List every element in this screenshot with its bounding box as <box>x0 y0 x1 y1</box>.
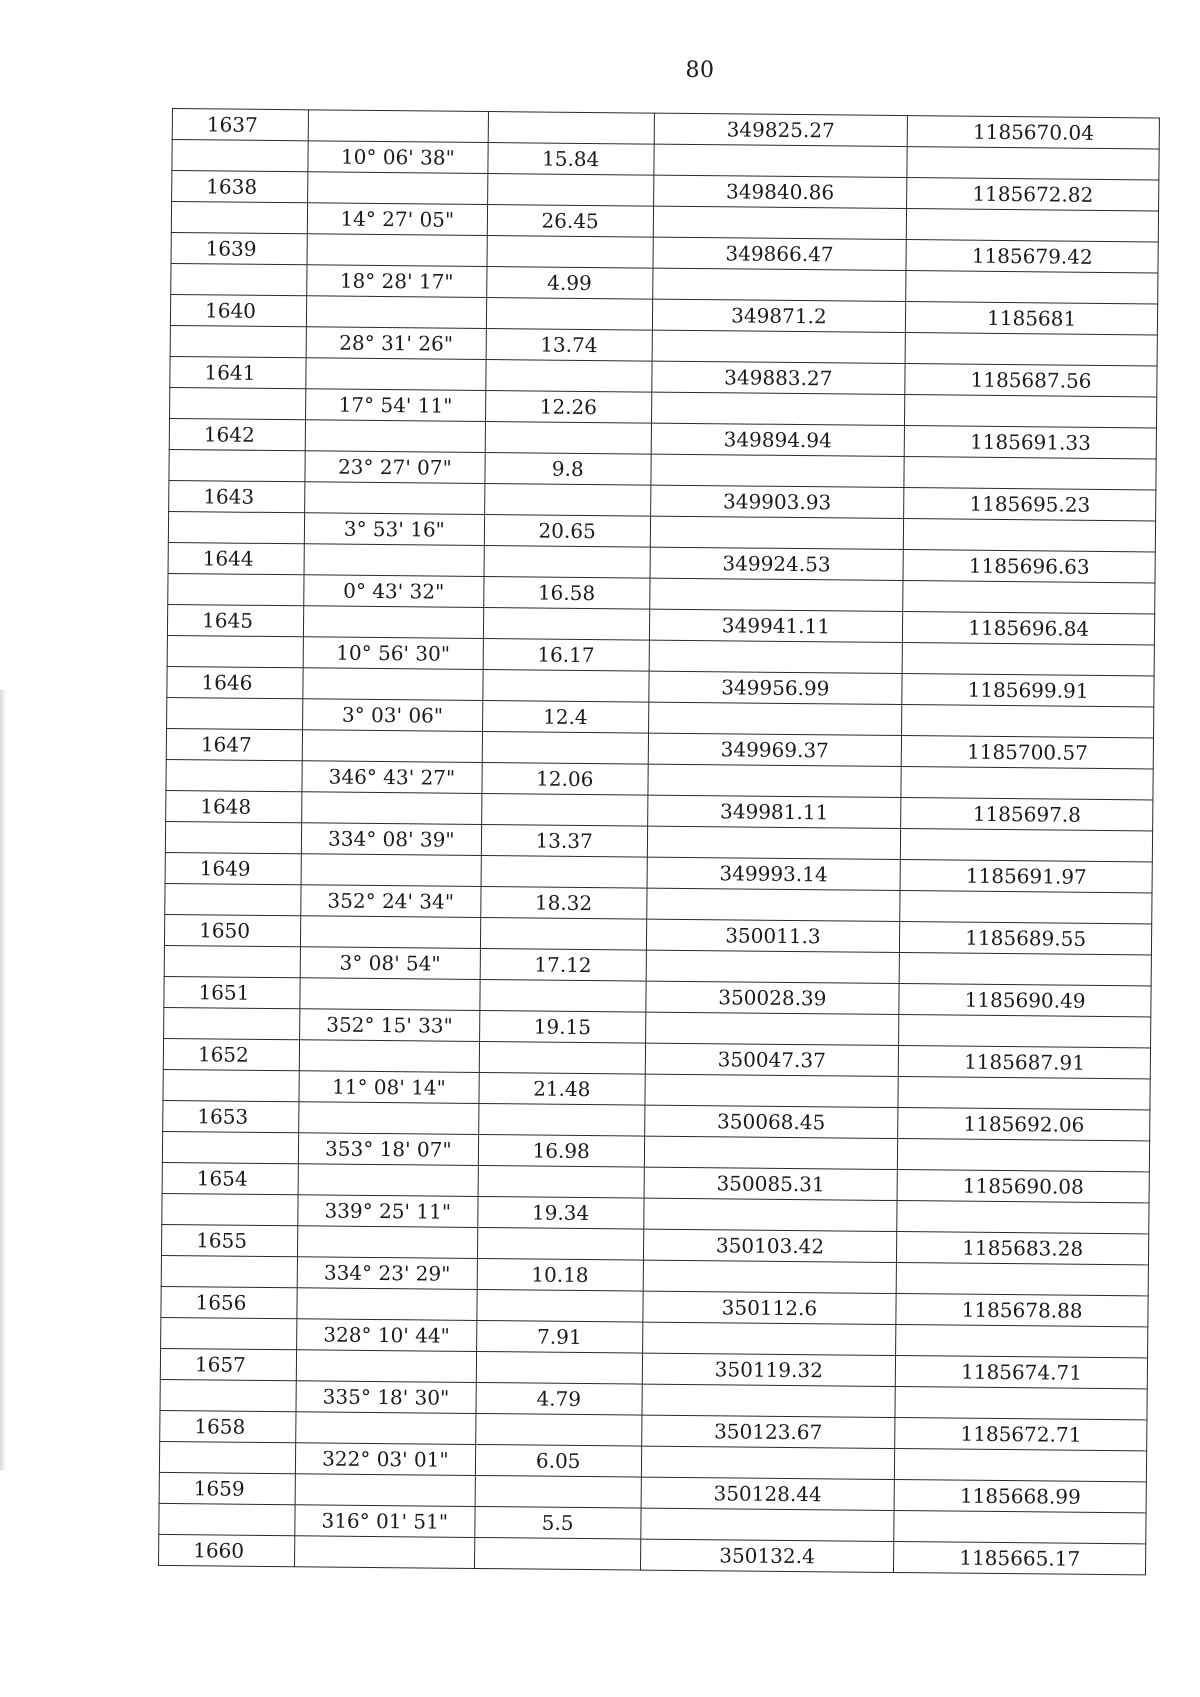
empty-bearing-cell <box>297 1226 477 1259</box>
point-id-cell: 1658 <box>160 1410 296 1442</box>
coordinate-y-cell: 1185672.82 <box>907 178 1159 211</box>
empty-bearing-cell <box>296 1350 476 1383</box>
empty-x-cell <box>643 1198 897 1231</box>
empty-distance-cell <box>481 794 647 827</box>
coordinate-y-cell: 1185692.06 <box>898 1108 1150 1141</box>
distance-cell: 7.91 <box>476 1320 642 1353</box>
coordinate-x-cell: 350123.67 <box>641 1415 895 1448</box>
coordinate-x-cell: 349894.94 <box>651 423 905 456</box>
empty-y-cell <box>898 1077 1150 1110</box>
empty-x-cell <box>652 330 906 363</box>
empty-y-cell <box>907 147 1159 180</box>
empty-x-cell <box>648 702 902 735</box>
coordinate-x-cell: 350103.42 <box>643 1229 897 1262</box>
coordinate-x-cell: 349956.99 <box>648 671 902 704</box>
coordinate-x-cell: 349941.11 <box>649 609 903 642</box>
empty-distance-cell <box>474 1537 640 1570</box>
coordinate-y-cell: 1185668.99 <box>894 1479 1146 1512</box>
empty-y-cell <box>902 705 1154 738</box>
empty-distance-cell <box>481 856 647 889</box>
empty-point-cell <box>170 387 306 419</box>
distance-cell: 12.06 <box>482 763 648 796</box>
coordinate-y-cell: 1185672.71 <box>895 1418 1147 1451</box>
point-id-cell: 1642 <box>169 418 305 450</box>
empty-x-cell <box>640 1508 894 1541</box>
empty-bearing-cell <box>296 1412 476 1445</box>
survey-coordinates-table <box>158 108 1160 1575</box>
bearing-cell: 3° 03' 06" <box>302 699 482 732</box>
coordinate-x-cell: 349825.27 <box>654 113 908 146</box>
coordinate-y-cell: 1185690.49 <box>899 984 1151 1017</box>
empty-point-cell <box>165 883 301 915</box>
empty-bearing-cell <box>307 234 487 267</box>
empty-y-cell <box>899 953 1151 986</box>
empty-bearing-cell <box>294 1536 474 1569</box>
empty-bearing-cell <box>306 358 486 391</box>
point-id-cell: 1649 <box>165 852 301 884</box>
empty-x-cell <box>653 144 907 177</box>
coordinate-x-cell: 350085.31 <box>644 1167 898 1200</box>
distance-cell: 13.74 <box>486 329 652 362</box>
coordinate-x-cell: 349924.53 <box>650 547 904 580</box>
bearing-cell: 353° 18' 07" <box>298 1133 478 1166</box>
point-id-cell: 1652 <box>163 1038 299 1070</box>
empty-distance-cell <box>475 1475 641 1508</box>
point-id-cell: 1639 <box>171 232 307 264</box>
empty-x-cell <box>649 640 903 673</box>
point-id-cell: 1640 <box>170 294 306 326</box>
empty-x-cell <box>642 1384 896 1417</box>
empty-y-cell <box>895 1449 1147 1482</box>
bearing-cell: 352° 24' 34" <box>301 885 481 918</box>
empty-bearing-cell <box>301 854 481 887</box>
coordinate-y-cell: 1185687.56 <box>905 364 1157 397</box>
coordinate-x-cell: 350028.39 <box>645 981 899 1014</box>
empty-distance-cell <box>487 174 653 207</box>
empty-distance-cell <box>486 298 652 331</box>
coordinate-y-cell: 1185678.88 <box>896 1294 1148 1327</box>
coordinate-y-cell: 1185699.91 <box>902 674 1154 707</box>
distance-cell: 18.32 <box>481 887 647 920</box>
distance-cell: 4.99 <box>486 267 652 300</box>
empty-x-cell <box>653 206 907 239</box>
empty-point-cell <box>169 449 305 481</box>
coordinate-y-cell: 1185674.71 <box>895 1356 1147 1389</box>
coordinate-y-cell: 1185696.63 <box>903 550 1155 583</box>
empty-point-cell <box>167 635 303 667</box>
distance-cell: 16.98 <box>478 1134 644 1167</box>
empty-point-cell <box>167 697 303 729</box>
point-id-cell: 1638 <box>172 171 308 203</box>
coordinate-y-cell: 1185691.33 <box>904 426 1156 459</box>
empty-distance-cell <box>478 1103 644 1136</box>
empty-x-cell <box>641 1446 895 1479</box>
empty-point-cell <box>164 1007 300 1039</box>
point-id-cell: 1644 <box>168 542 304 574</box>
distance-cell: 6.05 <box>475 1444 641 1477</box>
coordinate-x-cell: 349866.47 <box>653 237 907 270</box>
bearing-cell: 339° 25' 11" <box>298 1195 478 1228</box>
distance-cell: 15.84 <box>488 143 654 176</box>
bearing-cell: 346° 43' 27" <box>302 761 482 794</box>
distance-cell: 20.65 <box>484 515 650 548</box>
distance-cell: 12.26 <box>485 391 651 424</box>
coordinate-x-cell: 349981.11 <box>647 795 901 828</box>
empty-bearing-cell <box>304 544 484 577</box>
empty-x-cell <box>650 516 904 549</box>
bearing-cell: 334° 08' 39" <box>301 823 481 856</box>
coordinate-y-cell: 1185700.57 <box>901 736 1153 769</box>
empty-distance-cell <box>485 422 651 455</box>
point-id-cell: 1660 <box>159 1534 295 1566</box>
point-id-cell: 1645 <box>167 604 303 636</box>
distance-cell: 21.48 <box>479 1072 645 1105</box>
point-id-cell: 1637 <box>172 109 308 141</box>
distance-cell: 16.17 <box>483 639 649 672</box>
coordinate-x-cell: 349840.86 <box>653 175 907 208</box>
coordinate-x-cell: 350011.3 <box>646 919 900 952</box>
coordinate-x-cell: 350112.6 <box>642 1291 896 1324</box>
empty-point-cell <box>164 945 300 977</box>
empty-bearing-cell <box>306 296 486 329</box>
empty-bearing-cell <box>297 1288 477 1321</box>
empty-y-cell <box>906 271 1158 304</box>
empty-bearing-cell <box>302 730 482 763</box>
empty-bearing-cell <box>305 420 485 453</box>
point-id-cell: 1641 <box>170 356 306 388</box>
point-id-cell: 1653 <box>163 1100 299 1132</box>
coordinate-x-cell: 350047.37 <box>645 1043 899 1076</box>
empty-distance-cell <box>484 546 650 579</box>
empty-y-cell <box>907 209 1159 242</box>
empty-y-cell <box>896 1263 1148 1296</box>
empty-y-cell <box>894 1510 1146 1543</box>
distance-cell: 4.79 <box>476 1382 642 1415</box>
empty-x-cell <box>646 950 900 983</box>
empty-point-cell <box>162 1131 298 1163</box>
empty-x-cell <box>643 1260 897 1293</box>
point-id-cell: 1643 <box>169 480 305 512</box>
point-id-cell: 1656 <box>161 1286 297 1318</box>
bearing-cell: 10° 56' 30" <box>303 637 483 670</box>
empty-bearing-cell <box>307 172 487 205</box>
empty-bearing-cell <box>300 916 480 949</box>
coordinate-x-cell: 349993.14 <box>647 857 901 890</box>
distance-cell: 13.37 <box>481 825 647 858</box>
empty-x-cell <box>645 1012 899 1045</box>
empty-point-cell <box>161 1255 297 1287</box>
empty-y-cell <box>895 1387 1147 1420</box>
coordinate-y-cell: 1185689.55 <box>900 922 1152 955</box>
empty-point-cell <box>168 511 304 543</box>
empty-distance-cell <box>483 670 649 703</box>
empty-x-cell <box>646 888 900 921</box>
bearing-cell: 17° 54' 11" <box>305 389 485 422</box>
empty-bearing-cell <box>298 1164 478 1197</box>
point-id-cell: 1659 <box>159 1472 295 1504</box>
coordinate-y-cell: 1185691.97 <box>900 860 1152 893</box>
empty-y-cell <box>897 1201 1149 1234</box>
bearing-cell: 23° 27' 07" <box>305 451 485 484</box>
empty-x-cell <box>642 1322 896 1355</box>
bearing-cell: 10° 06' 38" <box>308 141 488 174</box>
empty-bearing-cell <box>299 1102 479 1135</box>
empty-y-cell <box>899 1015 1151 1048</box>
distance-cell: 26.45 <box>487 205 653 238</box>
empty-y-cell <box>905 333 1157 366</box>
coordinate-x-cell: 349903.93 <box>650 485 904 518</box>
coordinate-x-cell: 349871.2 <box>652 299 906 332</box>
empty-point-cell <box>160 1379 296 1411</box>
empty-point-cell <box>165 821 301 853</box>
coordinate-x-cell: 349969.37 <box>648 733 902 766</box>
empty-distance-cell <box>482 732 648 765</box>
distance-cell: 5.5 <box>475 1506 641 1539</box>
coordinate-y-cell: 1185679.42 <box>906 240 1158 273</box>
coordinate-y-cell: 1185695.23 <box>904 488 1156 521</box>
page-number: 80 <box>685 58 715 83</box>
empty-y-cell <box>905 395 1157 428</box>
coordinate-y-cell: 1185681 <box>906 302 1158 335</box>
empty-y-cell <box>904 519 1156 552</box>
empty-bearing-cell <box>308 110 488 143</box>
empty-x-cell <box>649 578 903 611</box>
point-id-cell: 1654 <box>162 1162 298 1194</box>
empty-point-cell <box>168 573 304 605</box>
empty-bearing-cell <box>295 1474 475 1507</box>
empty-point-cell <box>171 202 307 234</box>
empty-point-cell <box>170 325 306 357</box>
distance-cell: 19.15 <box>479 1010 645 1043</box>
bearing-cell: 322° 03' 01" <box>295 1443 475 1476</box>
empty-distance-cell <box>483 608 649 641</box>
empty-distance-cell <box>478 1165 644 1198</box>
empty-distance-cell <box>480 979 646 1012</box>
empty-bearing-cell <box>303 668 483 701</box>
empty-y-cell <box>901 767 1153 800</box>
empty-bearing-cell <box>299 1040 479 1073</box>
empty-distance-cell <box>484 484 650 517</box>
empty-distance-cell <box>476 1351 642 1384</box>
empty-x-cell <box>647 764 901 797</box>
empty-point-cell <box>166 759 302 791</box>
bearing-cell: 334° 23' 29" <box>297 1257 477 1290</box>
scan-edge-shadow <box>0 690 5 1470</box>
empty-bearing-cell <box>302 792 482 825</box>
bearing-cell: 328° 10' 44" <box>296 1319 476 1352</box>
coordinate-y-cell: 1185670.04 <box>907 116 1159 149</box>
empty-distance-cell <box>480 917 646 950</box>
empty-bearing-cell <box>303 606 483 639</box>
bearing-cell: 11° 08' 14" <box>299 1071 479 1104</box>
empty-distance-cell <box>475 1413 641 1446</box>
empty-point-cell <box>163 1069 299 1101</box>
empty-distance-cell <box>477 1289 643 1322</box>
empty-y-cell <box>896 1325 1148 1358</box>
coordinate-x-cell: 350068.45 <box>644 1105 898 1138</box>
empty-point-cell <box>159 1503 295 1535</box>
empty-bearing-cell <box>305 482 485 515</box>
distance-cell: 9.8 <box>485 453 651 486</box>
empty-y-cell <box>900 891 1152 924</box>
empty-distance-cell <box>477 1227 643 1260</box>
point-id-cell: 1655 <box>161 1224 297 1256</box>
distance-cell: 12.4 <box>482 701 648 734</box>
empty-x-cell <box>644 1074 898 1107</box>
empty-distance-cell <box>479 1041 645 1074</box>
empty-point-cell <box>159 1441 295 1473</box>
distance-cell: 10.18 <box>477 1258 643 1291</box>
empty-y-cell <box>901 829 1153 862</box>
bearing-cell: 335° 18' 30" <box>296 1381 476 1414</box>
empty-distance-cell <box>488 112 654 145</box>
coordinate-x-cell: 349883.27 <box>651 361 905 394</box>
empty-x-cell <box>652 268 906 301</box>
bearing-cell: 18° 28' 17" <box>307 265 487 298</box>
distance-cell: 19.34 <box>478 1196 644 1229</box>
point-id-cell: 1647 <box>166 728 302 760</box>
point-id-cell: 1646 <box>167 666 303 698</box>
empty-bearing-cell <box>300 978 480 1011</box>
empty-y-cell <box>903 581 1155 614</box>
empty-y-cell <box>904 457 1156 490</box>
empty-x-cell <box>651 392 905 425</box>
empty-point-cell <box>172 140 308 172</box>
coordinate-y-cell: 1185696.84 <box>903 612 1155 645</box>
empty-distance-cell <box>487 236 653 269</box>
empty-y-cell <box>898 1139 1150 1172</box>
coordinate-y-cell: 1185690.08 <box>897 1170 1149 1203</box>
coordinate-x-cell: 350128.44 <box>641 1477 895 1510</box>
empty-point-cell <box>171 263 307 295</box>
empty-x-cell <box>647 826 901 859</box>
coordinate-x-cell: 350119.32 <box>642 1353 896 1386</box>
bearing-cell: 3° 08' 54" <box>300 947 480 980</box>
bearing-cell: 3° 53' 16" <box>304 513 484 546</box>
point-id-cell: 1657 <box>160 1348 296 1380</box>
empty-x-cell <box>650 454 904 487</box>
bearing-cell: 14° 27' 05" <box>307 203 487 236</box>
point-id-cell: 1650 <box>164 914 300 946</box>
empty-point-cell <box>162 1193 298 1225</box>
coordinate-x-cell: 350132.4 <box>640 1539 894 1572</box>
bearing-cell: 352° 15' 33" <box>299 1009 479 1042</box>
point-id-cell: 1651 <box>164 976 300 1008</box>
coordinate-y-cell: 1185683.28 <box>897 1232 1149 1265</box>
empty-x-cell <box>644 1136 898 1169</box>
coordinate-y-cell: 1185665.17 <box>894 1541 1146 1574</box>
coordinate-y-cell: 1185687.91 <box>898 1046 1150 1079</box>
distance-cell: 17.12 <box>480 948 646 981</box>
coordinate-y-cell: 1185697.8 <box>901 798 1153 831</box>
distance-cell: 16.58 <box>484 577 650 610</box>
empty-distance-cell <box>486 360 652 393</box>
point-id-cell: 1648 <box>166 790 302 822</box>
empty-y-cell <box>902 643 1154 676</box>
bearing-cell: 0° 43' 32" <box>304 575 484 608</box>
bearing-cell: 316° 01' 51" <box>295 1505 475 1538</box>
empty-point-cell <box>161 1317 297 1349</box>
bearing-cell: 28° 31' 26" <box>306 327 486 360</box>
